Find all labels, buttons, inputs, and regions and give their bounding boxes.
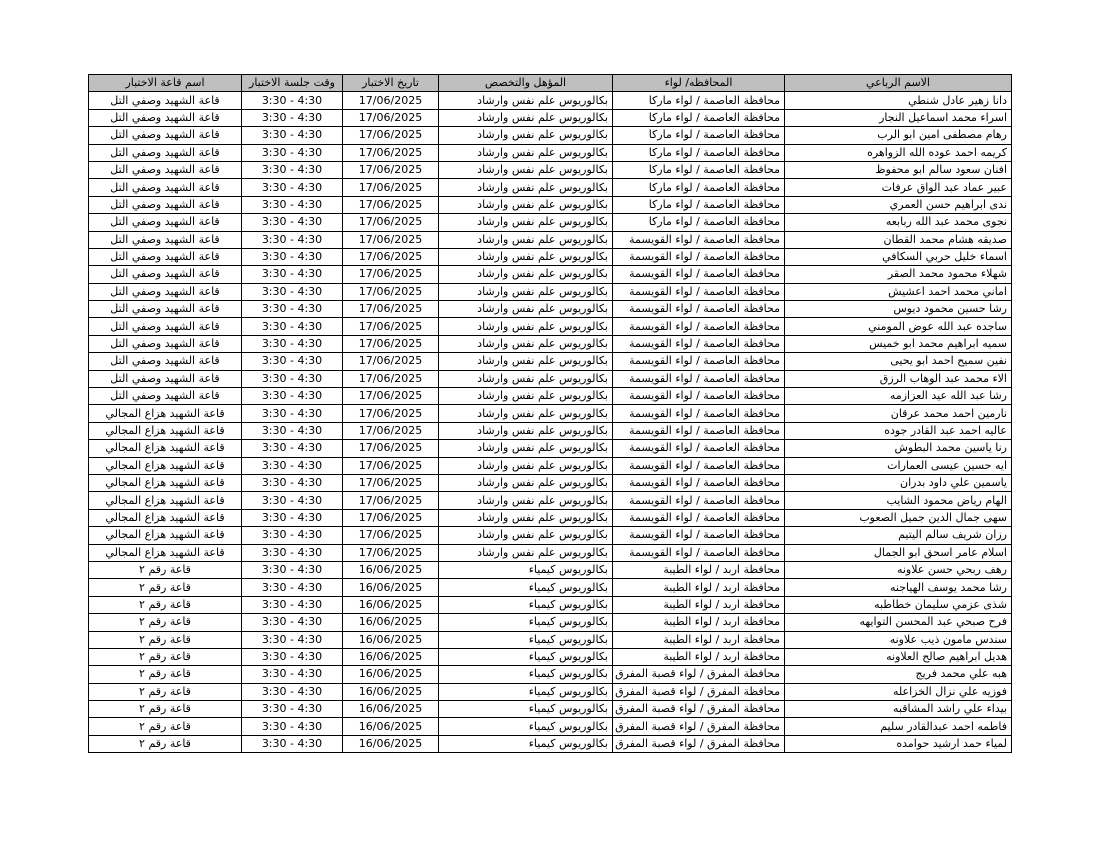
cell-governorate: محافظة المفرق / لواء قصبة المفرق	[613, 718, 785, 735]
table-row	[89, 353, 1012, 370]
cell-exam-date: 16/06/2025	[343, 631, 439, 648]
table-row	[89, 196, 1012, 213]
cell-qualification: بكالوريوس كيمياء	[439, 579, 613, 596]
cell-full-name: افنان سعود سالم ابو محفوظ	[785, 161, 1012, 178]
table-row	[89, 509, 1012, 526]
cell-qualification: بكالوريوس علم نفس وارشاد	[439, 370, 613, 387]
cell-qualification: بكالوريوس علم نفس وارشاد	[439, 388, 613, 405]
cell-exam-hall: قاعة الشهيد وصفي التل	[89, 161, 242, 178]
cell-exam-time: 3:30 - 4:30	[242, 196, 343, 213]
cell-exam-hall: قاعة الشهيد هزاع المجالي	[89, 440, 242, 457]
table-row	[89, 718, 1012, 735]
cell-exam-hall: قاعة الشهيد وصفي التل	[89, 266, 242, 283]
cell-qualification: بكالوريوس علم نفس وارشاد	[439, 92, 613, 109]
cell-governorate: محافظة العاصمة / لواء ماركا	[613, 214, 785, 231]
cell-full-name: ايه حسين عيسى العمارات	[785, 457, 1012, 474]
cell-governorate: محافظة العاصمة / لواء ماركا	[613, 161, 785, 178]
table-row	[89, 701, 1012, 718]
cell-full-name: هديل ابراهيم صالح العلاونه	[785, 648, 1012, 665]
cell-exam-hall: قاعة الشهيد هزاع المجالي	[89, 422, 242, 439]
header-governorate: المحافظه/ لواء	[613, 75, 785, 92]
cell-exam-time: 3:30 - 4:30	[242, 161, 343, 178]
cell-full-name: رشا محمد يوسف الهياجنه	[785, 579, 1012, 596]
cell-exam-time: 3:30 - 4:30	[242, 509, 343, 526]
cell-governorate: محافظة العاصمة / لواء القويسمة	[613, 492, 785, 509]
cell-governorate: محافظة العاصمة / لواء القويسمة	[613, 544, 785, 561]
cell-full-name: عاليه احمد عبد القادر جوده	[785, 422, 1012, 439]
header-row	[89, 75, 1012, 92]
cell-governorate: محافظة العاصمة / لواء القويسمة	[613, 283, 785, 300]
cell-exam-hall: قاعة الشهيد وصفي التل	[89, 179, 242, 196]
table-row	[89, 735, 1012, 752]
cell-exam-hall: قاعة رقم ٢	[89, 561, 242, 578]
cell-qualification: بكالوريوس كيمياء	[439, 631, 613, 648]
cell-full-name: ساجده عبد الله عوض المومني	[785, 318, 1012, 335]
exam-schedule-table	[88, 74, 1012, 753]
cell-exam-date: 17/06/2025	[343, 422, 439, 439]
cell-governorate: محافظة اربد / لواء الطيبة	[613, 614, 785, 631]
cell-qualification: بكالوريوس علم نفس وارشاد	[439, 283, 613, 300]
cell-qualification: بكالوريوس علم نفس وارشاد	[439, 457, 613, 474]
cell-qualification: بكالوريوس علم نفس وارشاد	[439, 509, 613, 526]
cell-exam-time: 3:30 - 4:30	[242, 388, 343, 405]
cell-governorate: محافظة العاصمة / لواء ماركا	[613, 196, 785, 213]
cell-exam-date: 16/06/2025	[343, 735, 439, 752]
table-row	[89, 631, 1012, 648]
cell-exam-date: 17/06/2025	[343, 161, 439, 178]
table-row	[89, 474, 1012, 491]
cell-full-name: اسراء محمد اسماعيل النجار	[785, 109, 1012, 126]
table-row	[89, 335, 1012, 352]
cell-exam-hall: قاعة الشهيد وصفي التل	[89, 127, 242, 144]
cell-exam-date: 17/06/2025	[343, 127, 439, 144]
cell-exam-time: 3:30 - 4:30	[242, 144, 343, 161]
table-row	[89, 596, 1012, 613]
cell-exam-time: 3:30 - 4:30	[242, 283, 343, 300]
cell-governorate: محافظة العاصمة / لواء ماركا	[613, 92, 785, 109]
cell-full-name: بيداء علي راشد المشاقبه	[785, 701, 1012, 718]
cell-qualification: بكالوريوس كيمياء	[439, 735, 613, 752]
cell-governorate: محافظة العاصمة / لواء ماركا	[613, 109, 785, 126]
cell-exam-date: 17/06/2025	[343, 509, 439, 526]
cell-qualification: بكالوريوس علم نفس وارشاد	[439, 440, 613, 457]
cell-qualification: بكالوريوس علم نفس وارشاد	[439, 527, 613, 544]
cell-governorate: محافظة العاصمة / لواء القويسمة	[613, 248, 785, 265]
cell-exam-hall: قاعة الشهيد هزاع المجالي	[89, 474, 242, 491]
cell-full-name: الاء محمد عبد الوهاب الرزق	[785, 370, 1012, 387]
cell-exam-hall: قاعة الشهيد وصفي التل	[89, 231, 242, 248]
cell-governorate: محافظة العاصمة / لواء ماركا	[613, 127, 785, 144]
cell-full-name: ندى ابراهيم حسن العمري	[785, 196, 1012, 213]
cell-exam-date: 16/06/2025	[343, 648, 439, 665]
cell-exam-date: 17/06/2025	[343, 353, 439, 370]
cell-governorate: محافظة العاصمة / لواء القويسمة	[613, 231, 785, 248]
table-row	[89, 301, 1012, 318]
table-row	[89, 248, 1012, 265]
cell-exam-time: 3:30 - 4:30	[242, 440, 343, 457]
cell-governorate: محافظة المفرق / لواء قصبة المفرق	[613, 683, 785, 700]
cell-qualification: بكالوريوس علم نفس وارشاد	[439, 248, 613, 265]
header-exam-time: وقت جلسة الاختبار	[242, 75, 343, 92]
cell-exam-time: 3:30 - 4:30	[242, 127, 343, 144]
cell-exam-hall: قاعة الشهيد وصفي التل	[89, 214, 242, 231]
cell-exam-hall: قاعة رقم ٢	[89, 631, 242, 648]
table-row	[89, 179, 1012, 196]
cell-full-name: رنا ياسين محمد البطوش	[785, 440, 1012, 457]
cell-exam-date: 17/06/2025	[343, 214, 439, 231]
cell-exam-date: 17/06/2025	[343, 474, 439, 491]
cell-exam-time: 3:30 - 4:30	[242, 231, 343, 248]
cell-exam-time: 3:30 - 4:30	[242, 683, 343, 700]
cell-full-name: اسلام عامر اسحق ابو الجمال	[785, 544, 1012, 561]
cell-exam-date: 16/06/2025	[343, 666, 439, 683]
cell-full-name: دانا زهير عادل شنطي	[785, 92, 1012, 109]
cell-exam-hall: قاعة الشهيد هزاع المجالي	[89, 457, 242, 474]
cell-qualification: بكالوريوس علم نفس وارشاد	[439, 335, 613, 352]
cell-qualification: بكالوريوس علم نفس وارشاد	[439, 144, 613, 161]
cell-exam-date: 17/06/2025	[343, 92, 439, 109]
cell-governorate: محافظة العاصمة / لواء القويسمة	[613, 353, 785, 370]
cell-governorate: محافظة العاصمة / لواء القويسمة	[613, 527, 785, 544]
cell-exam-date: 17/06/2025	[343, 335, 439, 352]
cell-full-name: سهى جمال الدين جميل الصعوب	[785, 509, 1012, 526]
cell-exam-hall: قاعة رقم ٢	[89, 683, 242, 700]
cell-exam-time: 3:30 - 4:30	[242, 631, 343, 648]
table-row	[89, 579, 1012, 596]
cell-exam-date: 17/06/2025	[343, 231, 439, 248]
cell-full-name: شهلاء محمود محمد الصقر	[785, 266, 1012, 283]
cell-exam-time: 3:30 - 4:30	[242, 544, 343, 561]
cell-governorate: محافظة اربد / لواء الطيبة	[613, 561, 785, 578]
table-row	[89, 648, 1012, 665]
cell-full-name: رهف ربحي حسن علاونه	[785, 561, 1012, 578]
cell-exam-time: 3:30 - 4:30	[242, 718, 343, 735]
cell-governorate: محافظة المفرق / لواء قصبة المفرق	[613, 666, 785, 683]
cell-exam-time: 3:30 - 4:30	[242, 214, 343, 231]
cell-exam-hall: قاعة رقم ٢	[89, 735, 242, 752]
table-row	[89, 161, 1012, 178]
cell-exam-hall: قاعة رقم ٢	[89, 596, 242, 613]
table-row	[89, 109, 1012, 126]
table-row	[89, 405, 1012, 422]
cell-qualification: بكالوريوس علم نفس وارشاد	[439, 196, 613, 213]
cell-governorate: محافظة المفرق / لواء قصبة المفرق	[613, 701, 785, 718]
header-exam-hall: اسم قاعة الاختبار	[89, 75, 242, 92]
cell-full-name: نفين سميح احمد ابو يحيى	[785, 353, 1012, 370]
cell-exam-hall: قاعة الشهيد هزاع المجالي	[89, 405, 242, 422]
cell-full-name: هبه علي محمد فريج	[785, 666, 1012, 683]
cell-exam-time: 3:30 - 4:30	[242, 474, 343, 491]
table-row	[89, 614, 1012, 631]
cell-full-name: سميه ابراهيم محمد ابو خميس	[785, 335, 1012, 352]
cell-exam-date: 17/06/2025	[343, 440, 439, 457]
table-row	[89, 440, 1012, 457]
cell-qualification: بكالوريوس علم نفس وارشاد	[439, 214, 613, 231]
cell-exam-date: 17/06/2025	[343, 527, 439, 544]
table-row	[89, 214, 1012, 231]
cell-governorate: محافظة العاصمة / لواء القويسمة	[613, 301, 785, 318]
cell-exam-date: 17/06/2025	[343, 457, 439, 474]
cell-exam-time: 3:30 - 4:30	[242, 318, 343, 335]
cell-exam-date: 17/06/2025	[343, 109, 439, 126]
cell-governorate: محافظة العاصمة / لواء القويسمة	[613, 388, 785, 405]
cell-exam-hall: قاعة رقم ٢	[89, 718, 242, 735]
table-row	[89, 683, 1012, 700]
cell-exam-time: 3:30 - 4:30	[242, 335, 343, 352]
cell-qualification: بكالوريوس كيمياء	[439, 666, 613, 683]
cell-qualification: بكالوريوس كيمياء	[439, 614, 613, 631]
cell-qualification: بكالوريوس علم نفس وارشاد	[439, 266, 613, 283]
cell-full-name: عبير عماد عبد الواق عرفات	[785, 179, 1012, 196]
table-row	[89, 544, 1012, 561]
cell-governorate: محافظة العاصمة / لواء القويسمة	[613, 457, 785, 474]
table-row	[89, 283, 1012, 300]
cell-exam-date: 17/06/2025	[343, 318, 439, 335]
cell-exam-date: 17/06/2025	[343, 405, 439, 422]
cell-qualification: بكالوريوس كيمياء	[439, 596, 613, 613]
cell-qualification: بكالوريوس علم نفس وارشاد	[439, 353, 613, 370]
table-row	[89, 388, 1012, 405]
table-row	[89, 144, 1012, 161]
cell-exam-time: 3:30 - 4:30	[242, 266, 343, 283]
cell-full-name: اسماء خليل حربي السكافي	[785, 248, 1012, 265]
cell-full-name: الهام رياض محمود الشايب	[785, 492, 1012, 509]
cell-exam-date: 16/06/2025	[343, 561, 439, 578]
table-row	[89, 422, 1012, 439]
table-row	[89, 561, 1012, 578]
cell-exam-date: 16/06/2025	[343, 683, 439, 700]
cell-exam-hall: قاعة الشهيد وصفي التل	[89, 370, 242, 387]
cell-exam-time: 3:30 - 4:30	[242, 301, 343, 318]
cell-governorate: محافظة المفرق / لواء قصبة المفرق	[613, 735, 785, 752]
cell-full-name: لمياء حمد ارشيد حوامده	[785, 735, 1012, 752]
cell-exam-date: 16/06/2025	[343, 614, 439, 631]
header-exam-date: تاريخ الاختبار	[343, 75, 439, 92]
cell-full-name: ياسمين علي داود بدران	[785, 474, 1012, 491]
cell-exam-hall: قاعة الشهيد وصفي التل	[89, 388, 242, 405]
cell-exam-hall: قاعة الشهيد وصفي التل	[89, 318, 242, 335]
cell-exam-hall: قاعة الشهيد هزاع المجالي	[89, 492, 242, 509]
cell-exam-time: 3:30 - 4:30	[242, 109, 343, 126]
cell-qualification: بكالوريوس علم نفس وارشاد	[439, 492, 613, 509]
cell-full-name: رزان شريف سالم اليتيم	[785, 527, 1012, 544]
cell-exam-date: 17/06/2025	[343, 179, 439, 196]
cell-exam-hall: قاعة الشهيد هزاع المجالي	[89, 544, 242, 561]
cell-qualification: بكالوريوس كيمياء	[439, 701, 613, 718]
cell-qualification: بكالوريوس علم نفس وارشاد	[439, 544, 613, 561]
cell-exam-time: 3:30 - 4:30	[242, 405, 343, 422]
cell-qualification: بكالوريوس علم نفس وارشاد	[439, 405, 613, 422]
cell-exam-time: 3:30 - 4:30	[242, 561, 343, 578]
cell-full-name: نجوى محمد عبد الله ربابعه	[785, 214, 1012, 231]
table-row	[89, 457, 1012, 474]
cell-exam-date: 17/06/2025	[343, 248, 439, 265]
cell-exam-time: 3:30 - 4:30	[242, 92, 343, 109]
cell-exam-time: 3:30 - 4:30	[242, 527, 343, 544]
cell-exam-time: 3:30 - 4:30	[242, 648, 343, 665]
cell-exam-date: 16/06/2025	[343, 718, 439, 735]
cell-full-name: اماني محمد احمد اعشيش	[785, 283, 1012, 300]
cell-governorate: محافظة العاصمة / لواء القويسمة	[613, 422, 785, 439]
cell-exam-date: 16/06/2025	[343, 701, 439, 718]
cell-qualification: بكالوريوس علم نفس وارشاد	[439, 109, 613, 126]
table-row	[89, 527, 1012, 544]
cell-full-name: رشا حسين محمود ديوس	[785, 301, 1012, 318]
cell-full-name: شذى عزمي سليمان خطاطبه	[785, 596, 1012, 613]
cell-qualification: بكالوريوس علم نفس وارشاد	[439, 318, 613, 335]
cell-qualification: بكالوريوس علم نفس وارشاد	[439, 179, 613, 196]
cell-governorate: محافظة العاصمة / لواء ماركا	[613, 144, 785, 161]
cell-exam-date: 17/06/2025	[343, 283, 439, 300]
cell-governorate: محافظة العاصمة / لواء القويسمة	[613, 266, 785, 283]
header-full-name: الاسم الرباعي	[785, 75, 1012, 92]
cell-qualification: بكالوريوس علم نفس وارشاد	[439, 231, 613, 248]
cell-exam-time: 3:30 - 4:30	[242, 614, 343, 631]
cell-exam-date: 17/06/2025	[343, 266, 439, 283]
cell-qualification: بكالوريوس علم نفس وارشاد	[439, 474, 613, 491]
cell-qualification: بكالوريوس علم نفس وارشاد	[439, 301, 613, 318]
table-row	[89, 318, 1012, 335]
cell-exam-time: 3:30 - 4:30	[242, 701, 343, 718]
table-row	[89, 370, 1012, 387]
cell-exam-date: 17/06/2025	[343, 388, 439, 405]
cell-full-name: رشا عبد الله عيد العزازمه	[785, 388, 1012, 405]
table-row	[89, 492, 1012, 509]
cell-exam-hall: قاعة الشهيد هزاع المجالي	[89, 527, 242, 544]
cell-exam-time: 3:30 - 4:30	[242, 457, 343, 474]
cell-governorate: محافظة اربد / لواء الطيبة	[613, 596, 785, 613]
cell-exam-hall: قاعة الشهيد وصفي التل	[89, 283, 242, 300]
cell-exam-hall: قاعة الشهيد وصفي التل	[89, 92, 242, 109]
cell-exam-date: 16/06/2025	[343, 579, 439, 596]
table-row	[89, 231, 1012, 248]
table-row	[89, 92, 1012, 109]
cell-exam-time: 3:30 - 4:30	[242, 422, 343, 439]
cell-full-name: صديقه هشام محمد القطان	[785, 231, 1012, 248]
cell-qualification: بكالوريوس علم نفس وارشاد	[439, 161, 613, 178]
cell-exam-hall: قاعة الشهيد وصفي التل	[89, 335, 242, 352]
cell-exam-date: 17/06/2025	[343, 544, 439, 561]
cell-exam-time: 3:30 - 4:30	[242, 735, 343, 752]
cell-full-name: فوزيه علي نزال الخزاعله	[785, 683, 1012, 700]
cell-exam-hall: قاعة رقم ٢	[89, 614, 242, 631]
cell-exam-time: 3:30 - 4:30	[242, 596, 343, 613]
cell-governorate: محافظة العاصمة / لواء القويسمة	[613, 370, 785, 387]
cell-governorate: محافظة العاصمة / لواء القويسمة	[613, 509, 785, 526]
cell-exam-time: 3:30 - 4:30	[242, 248, 343, 265]
cell-full-name: فرح صبحي عبد المحسن التوايهه	[785, 614, 1012, 631]
cell-exam-date: 17/06/2025	[343, 196, 439, 213]
cell-governorate: محافظة اربد / لواء الطيبة	[613, 648, 785, 665]
cell-qualification: بكالوريوس علم نفس وارشاد	[439, 127, 613, 144]
cell-full-name: كريمه احمد عوده الله الزواهره	[785, 144, 1012, 161]
cell-exam-time: 3:30 - 4:30	[242, 492, 343, 509]
cell-exam-hall: قاعة الشهيد وصفي التل	[89, 196, 242, 213]
cell-exam-date: 17/06/2025	[343, 370, 439, 387]
cell-governorate: محافظة اربد / لواء الطيبة	[613, 631, 785, 648]
cell-qualification: بكالوريوس كيمياء	[439, 683, 613, 700]
table-row	[89, 127, 1012, 144]
cell-qualification: بكالوريوس كيمياء	[439, 561, 613, 578]
cell-full-name: رهام مصطفى امين ابو الرب	[785, 127, 1012, 144]
cell-exam-date: 17/06/2025	[343, 492, 439, 509]
cell-full-name: سندس مامون ذيب علاونه	[785, 631, 1012, 648]
cell-governorate: محافظة العاصمة / لواء القويسمة	[613, 440, 785, 457]
cell-qualification: بكالوريوس كيمياء	[439, 718, 613, 735]
table-row	[89, 266, 1012, 283]
cell-exam-hall: قاعة الشهيد وصفي التل	[89, 248, 242, 265]
cell-exam-hall: قاعة الشهيد هزاع المجالي	[89, 509, 242, 526]
cell-full-name: فاطمه احمد عبدالقادر سليم	[785, 718, 1012, 735]
cell-exam-time: 3:30 - 4:30	[242, 179, 343, 196]
cell-exam-hall: قاعة الشهيد وصفي التل	[89, 353, 242, 370]
cell-governorate: محافظة العاصمة / لواء القويسمة	[613, 335, 785, 352]
cell-governorate: محافظة العاصمة / لواء القويسمة	[613, 318, 785, 335]
cell-governorate: محافظة اربد / لواء الطيبة	[613, 579, 785, 596]
cell-full-name: نارمين احمد محمد عرقان	[785, 405, 1012, 422]
cell-exam-date: 17/06/2025	[343, 301, 439, 318]
cell-exam-hall: قاعة رقم ٢	[89, 579, 242, 596]
cell-exam-hall: قاعة رقم ٢	[89, 648, 242, 665]
header-qualification: المؤهل والتخصص	[439, 75, 613, 92]
cell-exam-hall: قاعة الشهيد وصفي التل	[89, 109, 242, 126]
cell-exam-time: 3:30 - 4:30	[242, 370, 343, 387]
cell-governorate: محافظة العاصمة / لواء القويسمة	[613, 474, 785, 491]
cell-exam-time: 3:30 - 4:30	[242, 353, 343, 370]
cell-qualification: بكالوريوس كيمياء	[439, 648, 613, 665]
cell-exam-hall: قاعة رقم ٢	[89, 666, 242, 683]
cell-exam-hall: قاعة الشهيد وصفي التل	[89, 144, 242, 161]
cell-exam-date: 16/06/2025	[343, 596, 439, 613]
cell-exam-date: 17/06/2025	[343, 144, 439, 161]
cell-qualification: بكالوريوس علم نفس وارشاد	[439, 422, 613, 439]
cell-exam-time: 3:30 - 4:30	[242, 666, 343, 683]
cell-governorate: محافظة العاصمة / لواء القويسمة	[613, 405, 785, 422]
cell-governorate: محافظة العاصمة / لواء ماركا	[613, 179, 785, 196]
cell-exam-hall: قاعة رقم ٢	[89, 701, 242, 718]
table-row	[89, 666, 1012, 683]
cell-exam-time: 3:30 - 4:30	[242, 579, 343, 596]
cell-exam-hall: قاعة الشهيد وصفي التل	[89, 301, 242, 318]
